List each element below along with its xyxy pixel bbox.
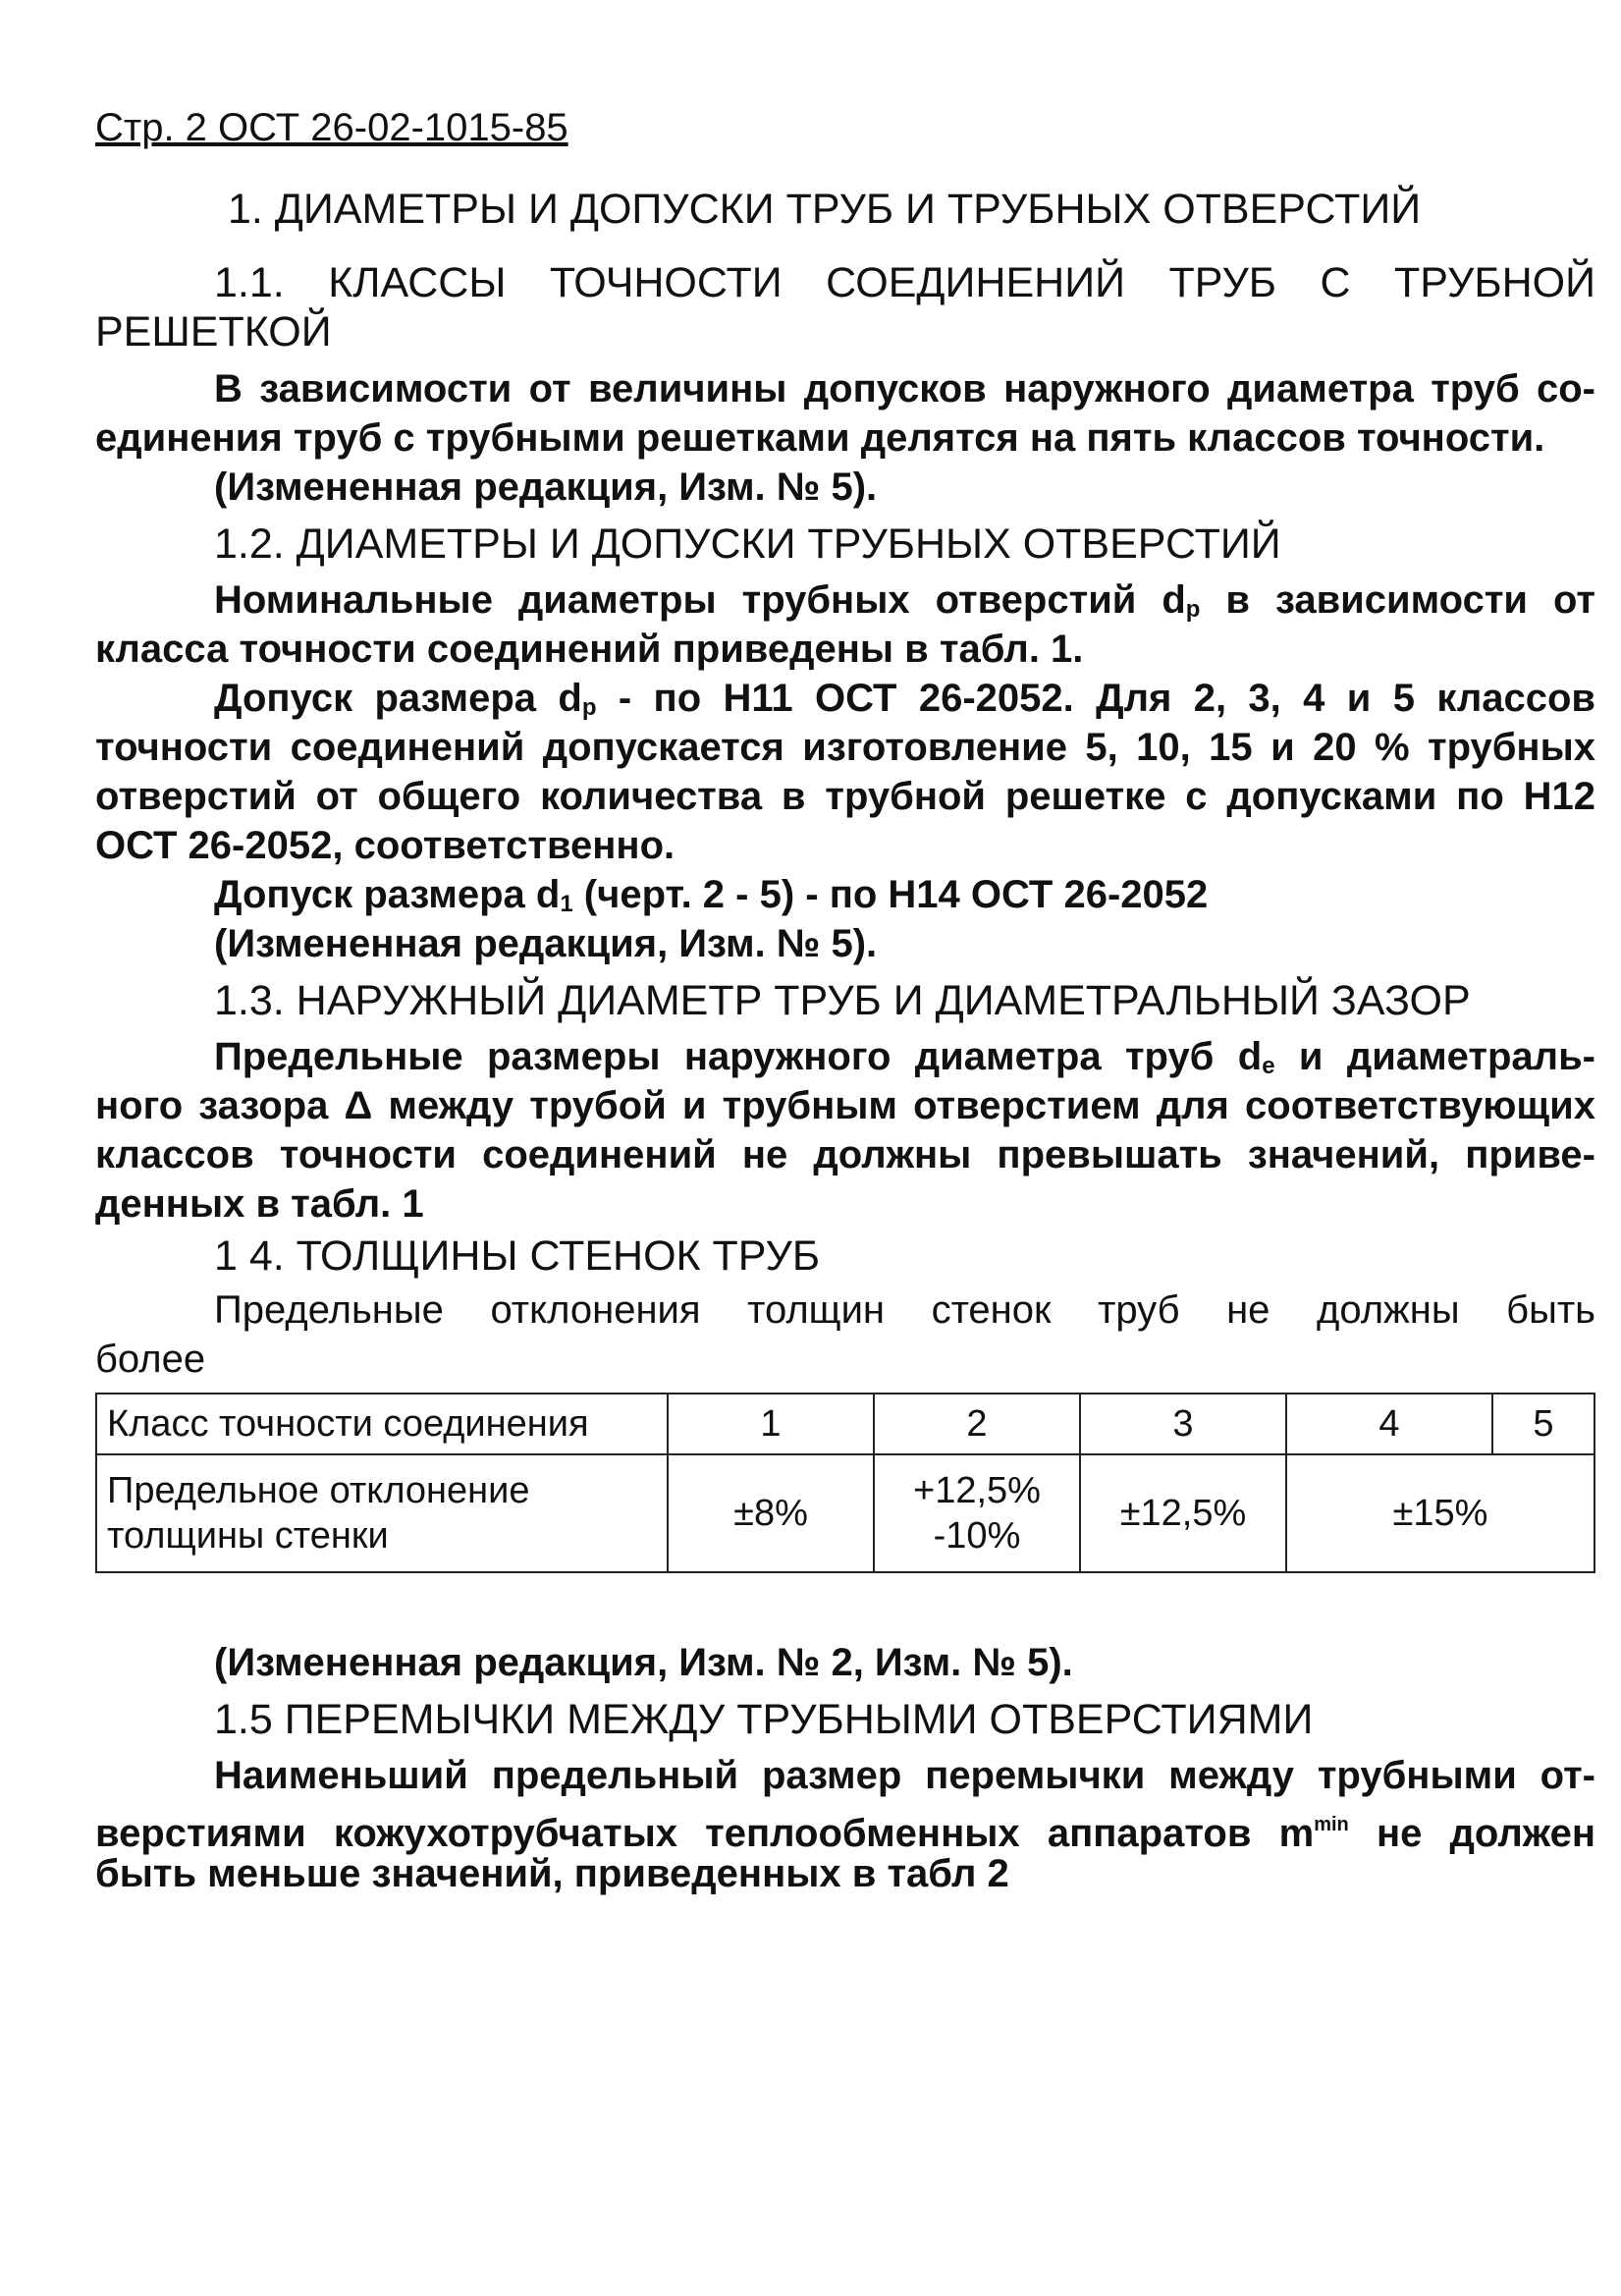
s15-heading: 1.5 ПЕРЕМЫЧКИ МЕЖДУ ТРУБНЫМИ ОТВЕРСТИЯМИ [214, 1696, 1314, 1743]
s14-para-line2: более [95, 1338, 206, 1381]
s15-para-line2: верстиями кожухотрубчатых теплообменных аппаратов $m^{min}$ не должен [95, 1812, 1596, 1855]
page-header: Стр. 2 ОСТ 26-02-1015-85 [95, 106, 568, 149]
table-header-row [96, 1394, 1594, 1454]
s11-heading-line1: 1.1. КЛАССЫ ТОЧНОСТИ СОЕДИНЕНИЙ ТРУБ С ТРУБНОЙ [214, 259, 1595, 306]
s15-para-line3: быть меньше значений, приведенных в табл 2 [95, 1852, 1009, 1895]
table-amendment: (Измененная редакция, Изм. № 2, Изм. № 5). [214, 1641, 1073, 1684]
table-class-3: 3 [1080, 1394, 1286, 1454]
s14-heading: 1 4. ТОЛЩИНЫ СТЕНОК ТРУБ [214, 1232, 821, 1280]
s12-para-line4: точности соединений допускается изготовление 5, 10, 15 и 20 % трубных [95, 726, 1595, 769]
s12-para-line6: ОСТ 26-2052, соответственно. [95, 824, 675, 867]
table-cell-class-1: ±8% [668, 1454, 874, 1572]
s11-para-line1: В зависимости от величины допусков наружного диаметра труб со- [214, 367, 1595, 410]
table-class-5: 5 [1492, 1394, 1594, 1454]
s12-amendment: (Измененная редакция, Изм. № 5). [214, 922, 878, 965]
s11-heading-line2: РЕШЕТКОЙ [95, 308, 332, 355]
table-class-4: 4 [1286, 1394, 1492, 1454]
s12-para-line7: Допуск размера $d_1$ (черт. 2 - 5) - по Н14 ОСТ 26-2052 [214, 873, 1209, 917]
s14-para-line1: Предельные отклонения толщин стенок труб не должны быть [214, 1288, 1595, 1332]
table-cell-class-2: +12,5% -10% [874, 1454, 1080, 1572]
s12-heading: 1.2. ДИАМЕТРЫ И ДОПУСКИ ТРУБНЫХ ОТВЕРСТИЙ [214, 520, 1281, 568]
s13-para-line2: ного зазора Δ между трубой и трубным отверстием для соответствующих [95, 1084, 1595, 1127]
table-class-1: 1 [668, 1394, 874, 1454]
s11-amendment: (Измененная редакция, Изм. № 5). [214, 465, 878, 509]
table-cell-class-3: ±12,5% [1080, 1454, 1286, 1572]
table-row-label: Предельное отклонение толщины стенки [96, 1454, 668, 1572]
s12-para-line1: Номинальные диаметры трубных отверстий $d_p$ в зависимости от [214, 578, 1595, 623]
s11-para-line2: единения труб с трубными решетками делятся на пять классов точности. [95, 416, 1545, 460]
table-cell-class-4-5: ±15% [1286, 1454, 1594, 1572]
s12-para-line5: отверстий от общего количества в трубной решетке с допусками по Н12 [95, 775, 1595, 818]
s12-para-line2: класса точности соединений приведены в табл. 1. [95, 628, 1084, 671]
s13-para-line1: Предельные размеры наружного диаметра труб $d_e$ и диаметраль- [214, 1035, 1595, 1079]
table-row [96, 1454, 1594, 1572]
table-header-label: Класс точности соединения [96, 1394, 668, 1454]
table-class-2: 2 [874, 1394, 1080, 1454]
s13-para-line3: классов точности соединений не должны превышать значений, приве- [95, 1133, 1595, 1176]
s15-para-line1: Наименьший предельный размер перемычки между трубными от- [214, 1754, 1595, 1797]
s12-para-line3: Допуск размера $d_p$ - по Н11 ОСТ 26-2052. Для 2, 3, 4 и 5 классов [214, 677, 1595, 721]
s13-para-line4: денных в табл. 1 [95, 1182, 424, 1226]
document-title: 1. ДИАМЕТРЫ И ДОПУСКИ ТРУБ И ТРУБНЫХ ОТВЕРСТИЙ [228, 186, 1422, 233]
wall-thickness-table [95, 1393, 1595, 1573]
s13-heading: 1.3. НАРУЖНЫЙ ДИАМЕТР ТРУБ И ДИАМЕТРАЛЬНЫЙ ЗАЗОР [214, 977, 1471, 1024]
